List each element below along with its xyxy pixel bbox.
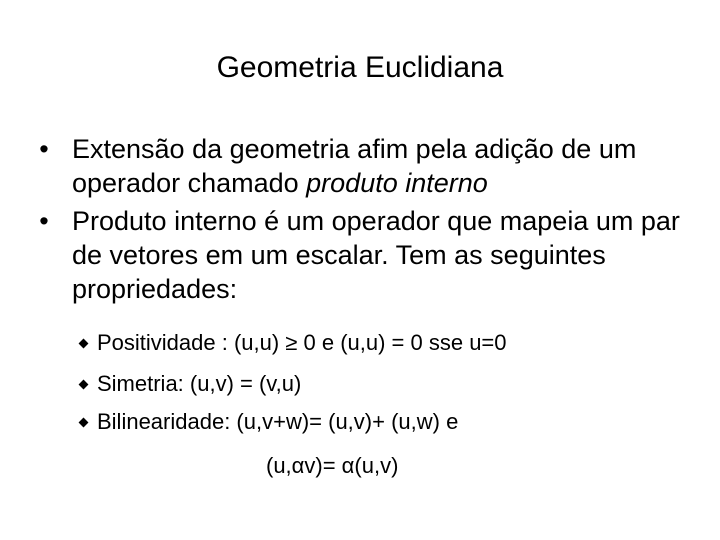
sub-bullet-text: Bilinearidade: (u,v+w)= (u,v)+ (u,w) e xyxy=(97,409,459,434)
bullet-item xyxy=(34,204,694,306)
diamond-bullet-icon xyxy=(79,380,89,390)
bullet-dot-icon: • xyxy=(39,206,49,236)
bullet-text: Produto interno é um operador que mapeia um par de vetores em um escalar. Tem as seguintes propriedades: xyxy=(72,206,680,304)
diamond-bullet-icon xyxy=(79,418,89,428)
slide-title: Geometria Euclidiana xyxy=(216,51,504,84)
bullet-list xyxy=(34,132,694,310)
sub-bullet-text: Positividade : (u,u) ≥ 0 e (u,u) = 0 sse u=0 xyxy=(97,330,507,355)
sub-bullet-continuation: (u,αv)= α(u,v) xyxy=(266,453,399,478)
diamond-bullet-icon xyxy=(79,339,89,349)
sub-bullet-simetria xyxy=(78,369,718,399)
sub-bullet-text: Simetria: (u,v) = (v,u) xyxy=(97,371,302,396)
bullet-dot-icon: • xyxy=(39,134,49,164)
bullet-text: Extensão da geometria afim pela adição de um operador chamado xyxy=(72,134,637,198)
bullet-item xyxy=(34,132,694,200)
sub-bullet-bilinearidade xyxy=(78,407,718,437)
sub-bullet-positividade xyxy=(78,328,718,358)
bullet-emphasis: produto interno xyxy=(306,168,488,198)
